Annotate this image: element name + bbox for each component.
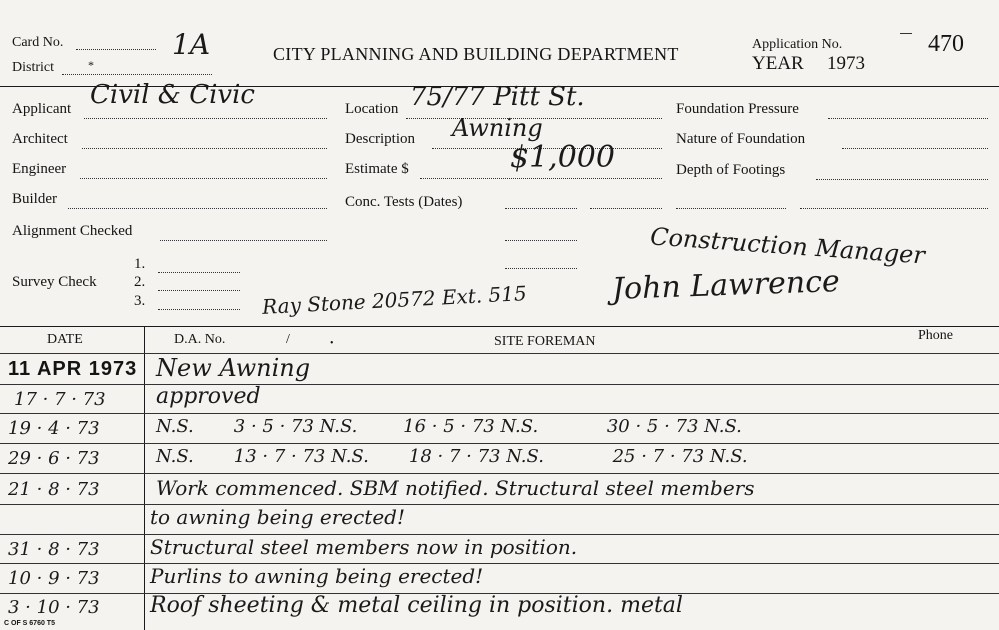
application-label: Application No.	[752, 37, 843, 52]
survey-2-label: 2.	[134, 274, 146, 290]
applicant-value: Civil & Civic	[90, 80, 255, 110]
applicant-dots	[84, 118, 327, 119]
survey-2-dots	[158, 290, 240, 291]
card-no-dots	[76, 49, 156, 50]
district-mark: *	[88, 58, 94, 72]
architect-label: Architect	[12, 131, 68, 147]
table-row-entry: Structural steel members now in position.	[150, 535, 578, 559]
handwritten-contact: Ray Stone 20572 Ext. 515	[261, 281, 528, 319]
applicant-label: Applicant	[12, 101, 72, 117]
table-row-date: 29 · 6 · 73	[8, 448, 100, 469]
table-row-date: 3 · 10 · 73	[8, 597, 100, 618]
year-value: 1973	[827, 53, 865, 74]
district-label: District	[12, 60, 54, 75]
table-row-entry: to awning being erected!	[150, 505, 406, 529]
table-row-date: 10 · 9 · 73	[8, 568, 100, 589]
survey-1-label: 1.	[134, 256, 146, 272]
district-dots	[62, 74, 212, 75]
table-row-entry: Roof sheeting & metal ceiling in position. metal	[150, 593, 683, 618]
table-row-entry: New Awning	[156, 354, 311, 382]
table-row-date: 21 · 8 · 73	[8, 479, 100, 500]
estimate-value: $1,000	[510, 140, 615, 175]
right-dots-1	[676, 208, 786, 209]
da-dot: •	[330, 338, 334, 349]
table-row-entry: N.S. 13 · 7 · 73 N.S. 18 · 7 · 73 N.S. 25 · 7 · 73 N.S.	[156, 446, 748, 467]
table-row-date: 19 · 4 · 73	[8, 418, 100, 439]
builder-label: Builder	[12, 191, 57, 207]
foundation-pressure-dots	[828, 118, 988, 119]
conc-dots-3	[505, 268, 577, 269]
conc-dots-4	[590, 208, 662, 209]
form-code: C OF S 6760 T5	[4, 620, 55, 627]
survey-3-dots	[158, 309, 240, 310]
table-row-entry: Purlins to awning being erected!	[150, 564, 484, 588]
row-rule-0	[0, 353, 999, 354]
row-rule-2	[0, 413, 999, 414]
alignment-label: Alignment Checked	[12, 223, 133, 239]
survey-3-label: 3.	[134, 293, 146, 309]
da-header: D.A. No.	[174, 332, 226, 347]
nature-label: Nature of Foundation	[676, 131, 806, 147]
row-rule-4	[0, 473, 999, 474]
right-dots-2	[800, 208, 988, 209]
alignment-dots	[160, 240, 327, 241]
depth-dots	[816, 179, 988, 180]
nature-dots	[842, 148, 988, 149]
engineer-label: Engineer	[12, 161, 67, 177]
conc-tests-label: Conc. Tests (Dates)	[345, 194, 463, 210]
handwritten-name: John Lawrence	[611, 264, 841, 307]
table-top-rule	[0, 326, 999, 327]
foreman-header: SITE FOREMAN	[494, 334, 596, 349]
estimate-dots	[420, 178, 662, 179]
builder-dots	[68, 208, 327, 209]
engineer-dots	[80, 178, 327, 179]
department-title: CITY PLANNING AND BUILDING DEPARTMENT	[273, 44, 679, 64]
estimate-label: Estimate $	[345, 161, 409, 177]
date-header: DATE	[47, 332, 83, 347]
description-value: Awning	[452, 114, 543, 142]
conc-dots-1	[505, 208, 577, 209]
table-row-date: 17 · 7 · 73	[14, 389, 106, 410]
description-label: Description	[345, 131, 415, 147]
architect-dots	[82, 148, 327, 149]
survey-check-label: Survey Check	[12, 274, 97, 290]
foundation-pressure-label: Foundation Pressure	[676, 101, 799, 117]
row-rule-1	[0, 384, 999, 385]
year-label: YEAR	[752, 53, 804, 74]
table-row-entry: Work commenced. SBM notified. Structural steel members	[156, 476, 755, 500]
survey-1-dots	[158, 272, 240, 273]
da-slash: /	[286, 332, 290, 347]
table-row-entry: approved	[156, 384, 261, 409]
application-number: 470	[928, 31, 964, 57]
card-no-label: Card No.	[12, 35, 64, 50]
table-row-entry: N.S. 3 · 5 · 73 N.S. 16 · 5 · 73 N.S. 30 · 5 · 73 N.S.	[156, 416, 742, 437]
phone-header: Phone	[918, 328, 953, 343]
date-column-divider	[144, 326, 145, 630]
number-dash	[900, 33, 912, 34]
handwritten-title: Construction Manager	[649, 222, 926, 270]
depth-label: Depth of Footings	[676, 162, 786, 178]
location-label: Location	[345, 101, 399, 117]
location-value: 75/77 Pitt St.	[410, 82, 585, 112]
conc-dots-2	[505, 240, 577, 241]
card-no-value: 1A	[172, 28, 211, 61]
row-rule-3	[0, 443, 999, 444]
table-row-date: 31 · 8 · 73	[8, 539, 100, 560]
table-row-date: 11 APR 1973	[8, 358, 138, 380]
